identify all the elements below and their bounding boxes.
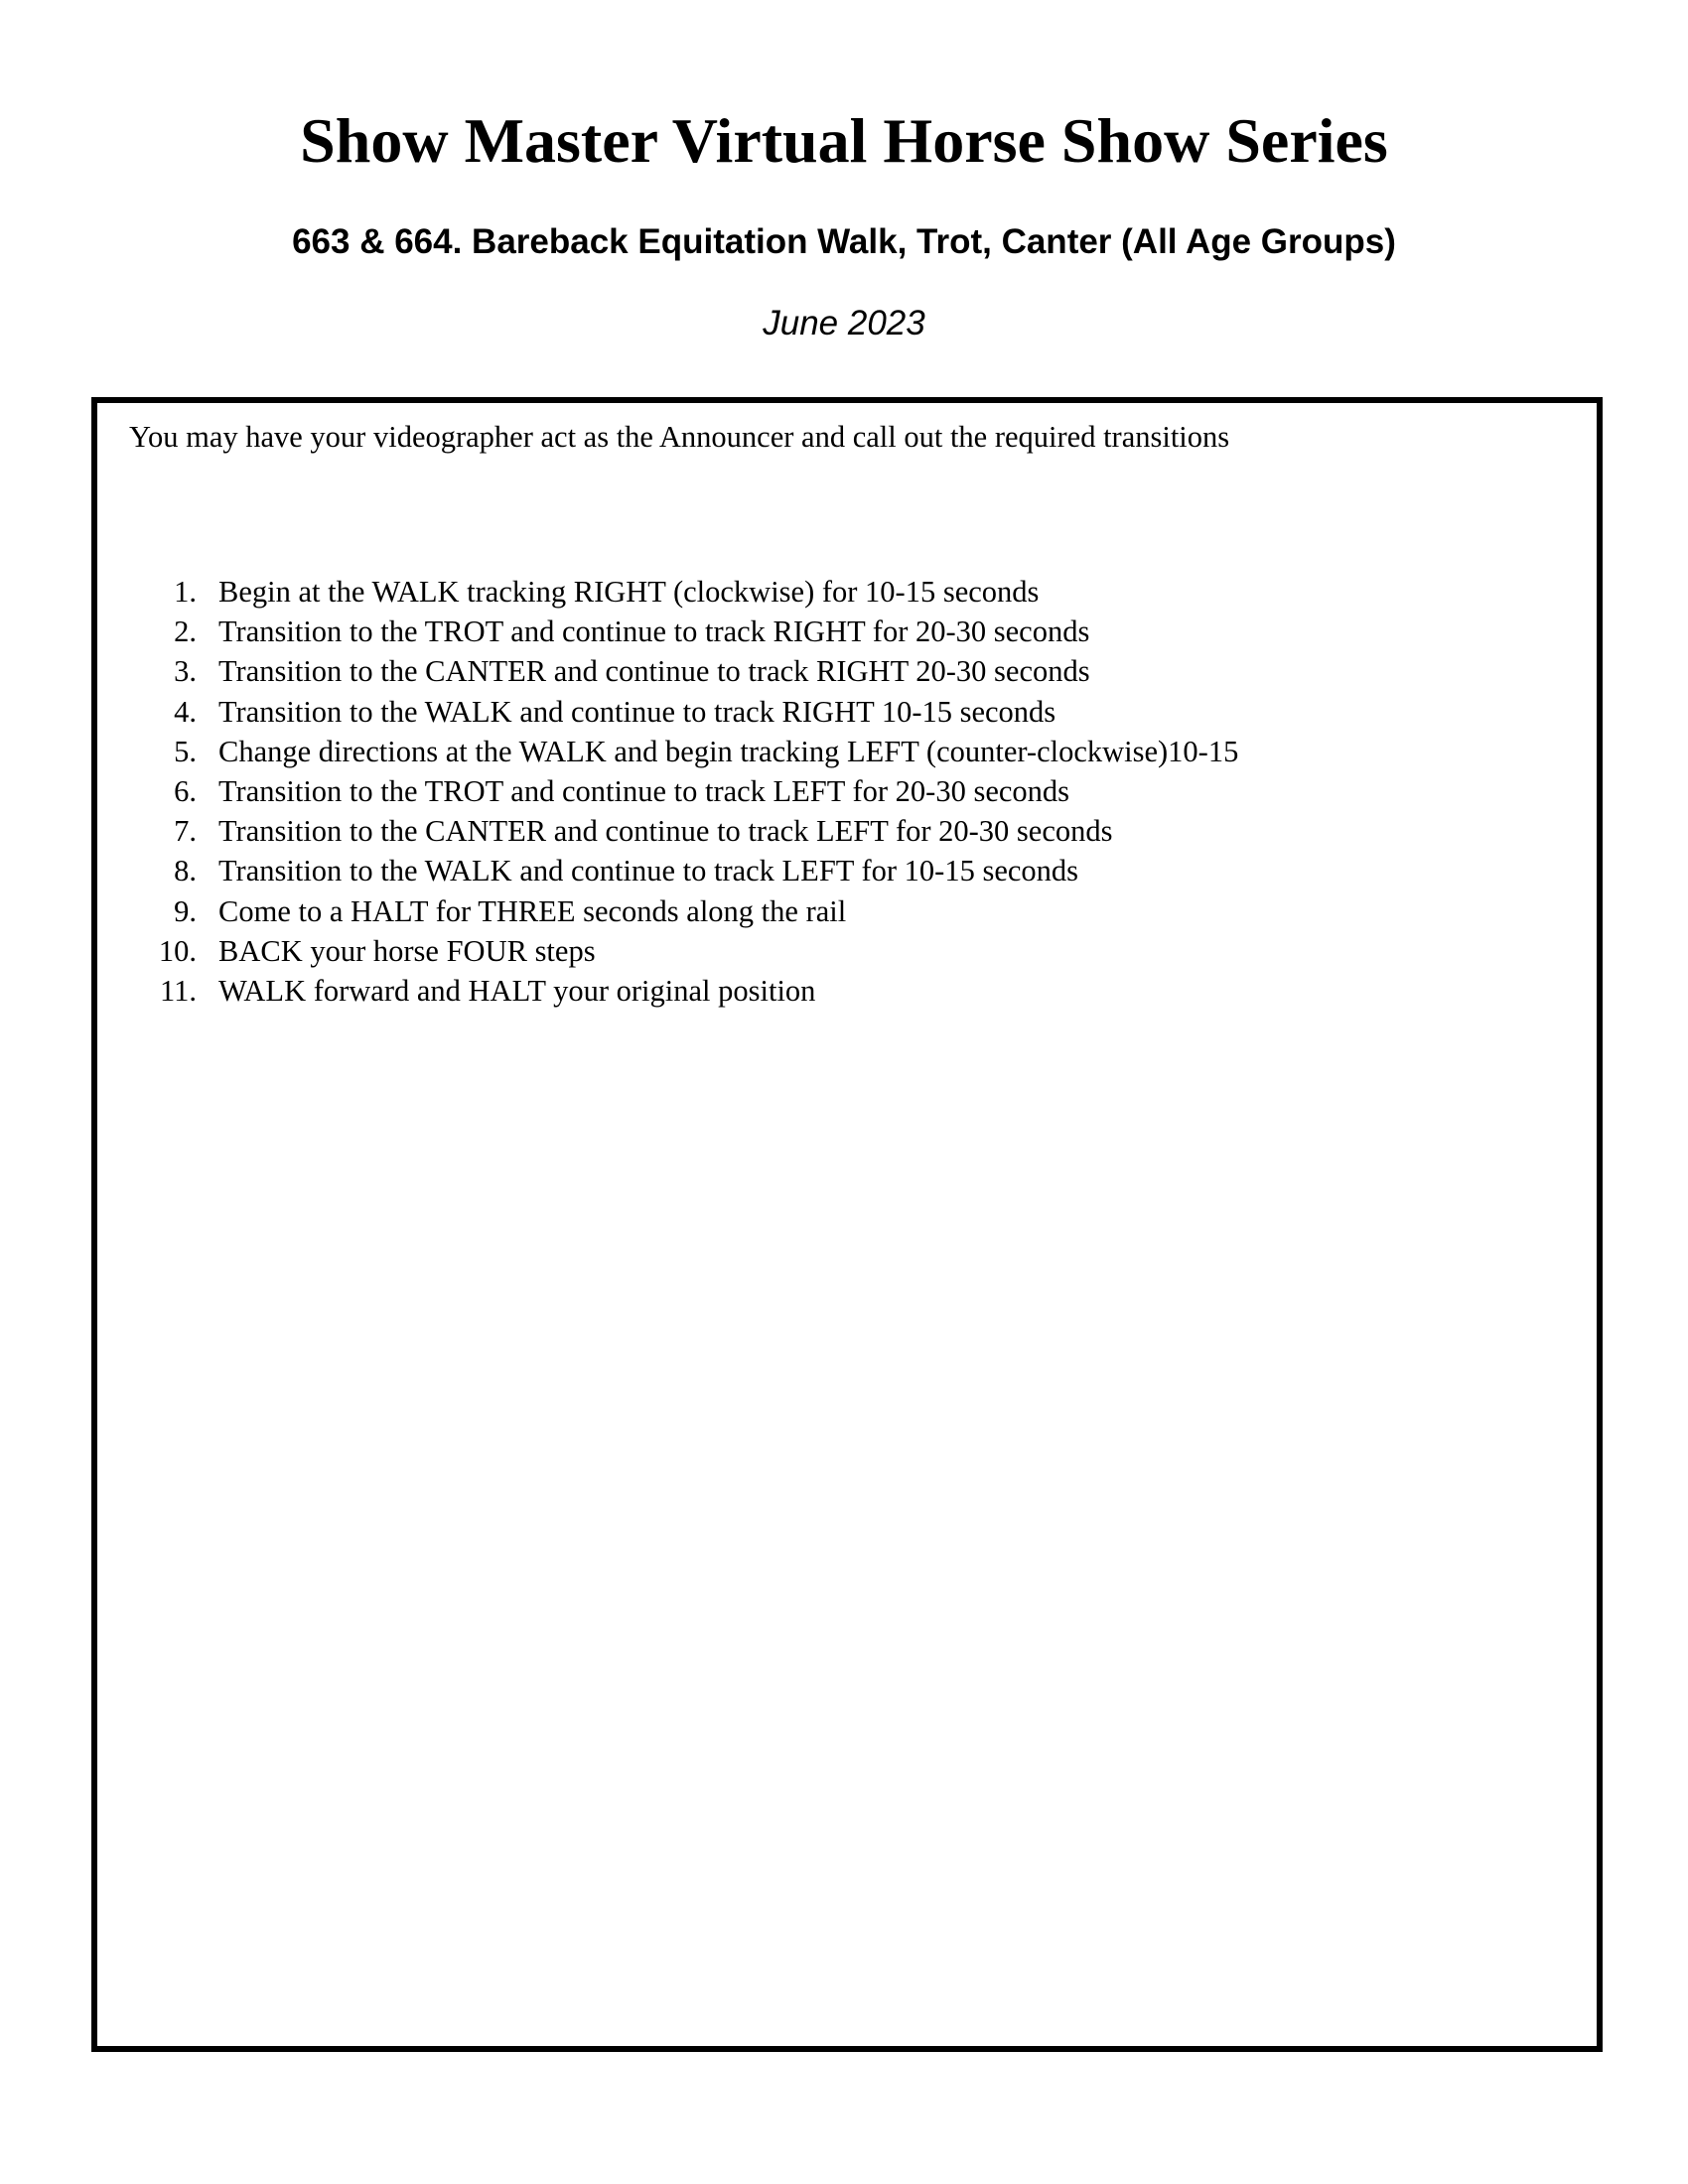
step-text: BACK your horse FOUR steps bbox=[218, 933, 596, 968]
step-number: 7. bbox=[174, 814, 197, 849]
step-text: Change directions at the WALK and begin tracking LEFT (counter-clockwise)10-15 bbox=[218, 734, 1239, 768]
step-number: 9. bbox=[174, 893, 197, 928]
step-number: 1. bbox=[174, 575, 197, 609]
step-number: 2. bbox=[174, 614, 197, 649]
list-item bbox=[129, 971, 1238, 1011]
step-number: 3. bbox=[174, 654, 197, 689]
list-item bbox=[129, 851, 1238, 890]
list-item bbox=[129, 811, 1238, 851]
step-number: 8. bbox=[174, 854, 197, 888]
step-text: Transition to the CANTER and continue to track LEFT for 20-30 seconds bbox=[218, 814, 1113, 849]
list-item bbox=[129, 891, 1238, 931]
steps-list bbox=[129, 572, 1238, 1011]
list-item bbox=[129, 732, 1238, 771]
date-line: June 2023 bbox=[763, 304, 925, 342]
step-number: 4. bbox=[174, 694, 197, 729]
list-item bbox=[129, 612, 1238, 651]
step-text: WALK forward and HALT your original position bbox=[218, 973, 816, 1008]
intro-text: You may have your videographer act as the Announcer and call out the required transitions bbox=[129, 420, 1230, 454]
class-subtitle: 663 & 664. Bareback Equitation Walk, Trot, Canter (All Age Groups) bbox=[292, 222, 1396, 261]
step-text: Transition to the WALK and continue to track LEFT for 10-15 seconds bbox=[218, 854, 1079, 888]
step-number: 10. bbox=[158, 933, 197, 968]
step-text: Transition to the CANTER and continue to track RIGHT 20-30 seconds bbox=[218, 654, 1090, 689]
page-title: Show Master Virtual Horse Show Series bbox=[300, 105, 1388, 176]
list-item bbox=[129, 572, 1238, 612]
step-number: 11. bbox=[160, 973, 197, 1008]
list-item bbox=[129, 931, 1238, 971]
instructions-box bbox=[91, 397, 1603, 2052]
step-text: Transition to the WALK and continue to track RIGHT 10-15 seconds bbox=[218, 694, 1056, 729]
step-text: Transition to the TROT and continue to track RIGHT for 20-30 seconds bbox=[218, 614, 1090, 649]
list-item bbox=[129, 692, 1238, 732]
step-text: Come to a HALT for THREE seconds along the rail bbox=[218, 893, 847, 928]
step-number: 6. bbox=[174, 773, 197, 808]
step-text: Transition to the TROT and continue to track LEFT for 20-30 seconds bbox=[218, 773, 1070, 808]
step-number: 5. bbox=[174, 734, 197, 768]
list-item bbox=[129, 771, 1238, 811]
list-item bbox=[129, 651, 1238, 691]
step-text: Begin at the WALK tracking RIGHT (clockwise) for 10-15 seconds bbox=[218, 575, 1040, 609]
